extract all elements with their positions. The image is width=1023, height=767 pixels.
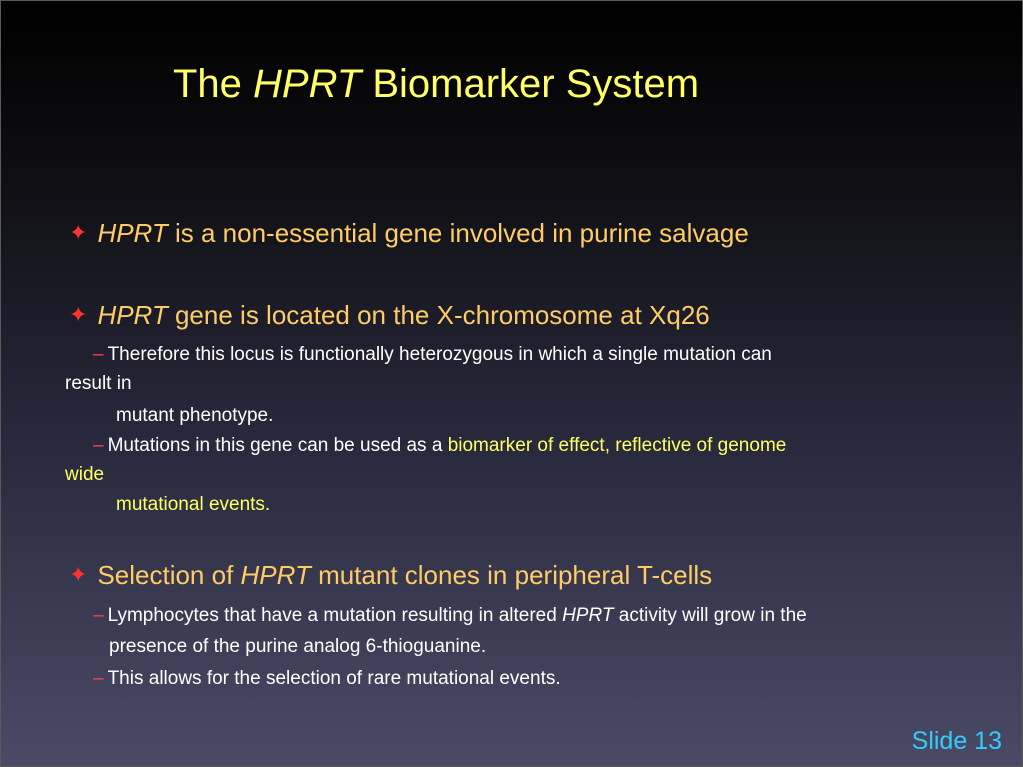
sub-2b-line3: mutational events. — [116, 494, 271, 515]
title-pre: The — [173, 62, 254, 106]
sub-bullet-3b — [93, 666, 561, 692]
bullet-2-text: gene is located on the X-chromosome at Xq26 — [167, 300, 710, 330]
sub-2b-line1-pre: Mutations in this gene can be used as a — [107, 435, 448, 456]
sub-3a-line1-pre: Lymphocytes that have a mutation resulting in altered — [107, 605, 563, 626]
sub-3a-italic: HPRT — [562, 605, 614, 626]
bullet-2 — [69, 299, 710, 333]
dash-icon: – — [93, 344, 104, 365]
sub-bullet-2b — [93, 433, 786, 459]
sub-2b-highlight: biomarker of effect, reflective of genome — [447, 435, 787, 456]
sub-2b-line2: wide — [65, 464, 105, 485]
dash-icon: – — [93, 668, 104, 689]
bullet-1-italic: HPRT — [97, 218, 168, 248]
sub-bullet-2a — [93, 342, 772, 368]
bullet-2-italic: HPRT — [97, 300, 168, 330]
sub-3a-line2: presence of the purine analog 6-thioguanine. — [109, 636, 487, 657]
bullet-3 — [69, 559, 712, 593]
bullet-3-text: mutant clones in peripheral T-cells — [310, 560, 713, 590]
bullet-3-pre: Selection of — [97, 560, 241, 590]
sub-bullet-3a — [93, 603, 807, 629]
sub-3a-line1-post: activity will grow in the — [613, 605, 807, 626]
bullet-1 — [69, 217, 749, 251]
bullet-1-text: is a non-essential gene involved in purine salvage — [167, 218, 749, 248]
dash-icon: – — [93, 435, 104, 456]
title-italic: HPRT — [253, 62, 362, 106]
bullet-star-icon: ✦ — [69, 562, 88, 587]
bullet-star-icon: ✦ — [69, 220, 88, 245]
title-post: Biomarker System — [361, 62, 700, 106]
sub-2a-line3: mutant phenotype. — [116, 405, 274, 426]
slide-title — [173, 59, 699, 109]
sub-3b-line1: This allows for the selection of rare mutational events. — [107, 668, 561, 689]
sub-2a-line2: result in — [65, 373, 132, 394]
slide-number: Slide 13 — [911, 727, 1002, 755]
dash-icon: – — [93, 605, 104, 626]
bullet-3-italic: HPRT — [240, 560, 311, 590]
sub-2a-line1: Therefore this locus is functionally heterozygous in which a single mutation can — [107, 344, 772, 365]
bullet-star-icon: ✦ — [69, 302, 88, 327]
